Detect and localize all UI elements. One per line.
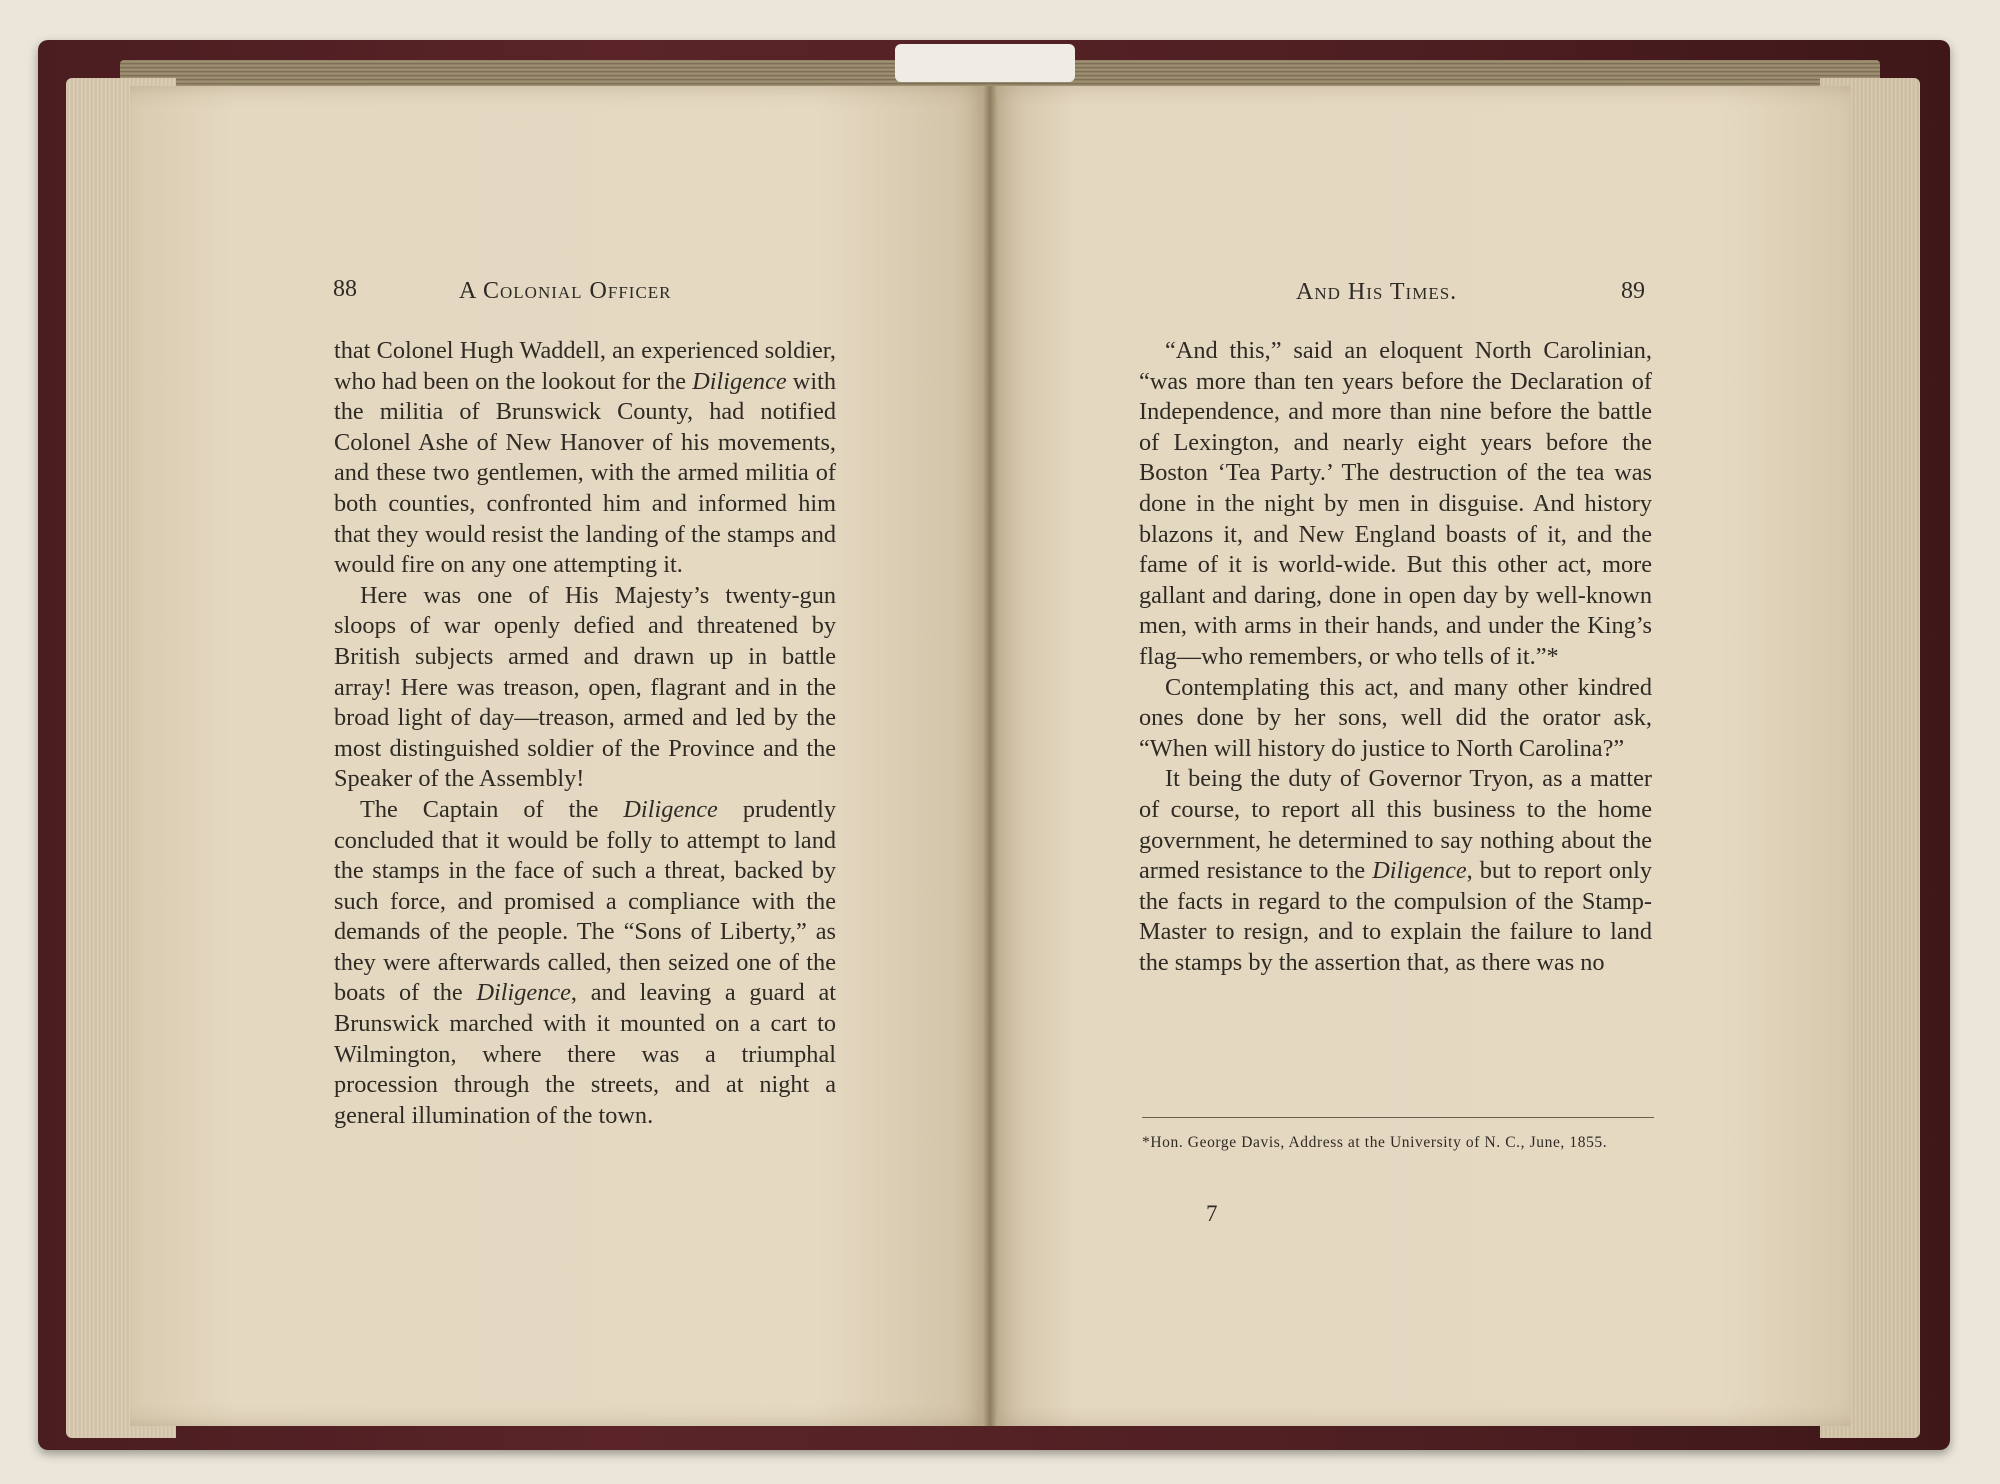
footnote-rule (1142, 1117, 1654, 1118)
spine-tape (895, 44, 1075, 82)
left-paragraph-2: Here was one of His Majesty’s twenty-gun sloops of war openly defied and threatened by British subjects armed and drawn up in battle array! Here was treason, open, flagrant and in the broad light of day—treason, armed and led by the most distinguished soldier of the Province and the Speaker of the Assembly! (334, 581, 836, 793)
left-page-number: 88 (333, 276, 357, 302)
right-paragraph-1: “And this,” said an eloquent North Carolinian, “was more than ten years before the Declaration of Independence, and more than nine before the battle of Lexington, and nearly eight years before the Boston ‘Tea Party.’ The destruction of the tea was done in the night by men in disguise. And history blazons it, and New England boasts of it, and the fame of it is world-wide. But this other act, more gallant and daring, done in open day by well-known men, with arms in their hands, and under the King’s flag—who remembers, or who tells of it.”* (1139, 337, 1652, 670)
left-paragraph-3: The Captain of the Diligence prudently concluded that it would be folly to attempt to land the stamps in the face of such a threat, backed by such force, and promised a compliance with the demands of the people. The “Sons of Liberty,” as they were afterwards called, then seized one of the boats of the Diligence, and leaving a guard at Brunswick marched with it mounted on a cart to Wilmington, where there was a triumphal procession through the streets, and at night a general illumination of the town. (334, 795, 836, 1129)
right-page-number: 89 (1621, 278, 1645, 304)
signature-mark: 7 (1206, 1201, 1218, 1226)
right-page-body (1139, 336, 1652, 978)
book-gutter (982, 86, 998, 1426)
footnote: *Hon. George Davis, Address at the University of N. C., June, 1855. (1142, 1134, 1608, 1151)
left-running-head: A Colonial Officer (459, 278, 672, 304)
left-paragraph-1: that Colonel Hugh Waddell, an experienced soldier, who had been on the lookout for the Diligence with the militia of Brunswick County, had notified Colonel Ashe of New Hanover of his movements, and these two gentlemen, with the armed militia of both counties, confronted him and informed him that they would resist the landing of the stamps and would fire on any one attempting it. (334, 337, 836, 579)
right-paragraph-3: It being the duty of Governor Tryon, as a matter of course, to report all this business to the home government, he determined to say nothing about the armed resistance to the Diligence, but to report only the facts in regard to the compulsion of the Stamp-Master to resign, and to explain the failure to land the stamps by the assertion that, as there was no (1139, 765, 1653, 976)
right-paragraph-2: Contemplating this act, and many other kindred ones done by her sons, well did the orator ask, “When will history do justice to North Carolina?” (1139, 673, 1652, 762)
right-running-head: And His Times. (1296, 279, 1458, 305)
left-page-body (334, 336, 836, 1131)
